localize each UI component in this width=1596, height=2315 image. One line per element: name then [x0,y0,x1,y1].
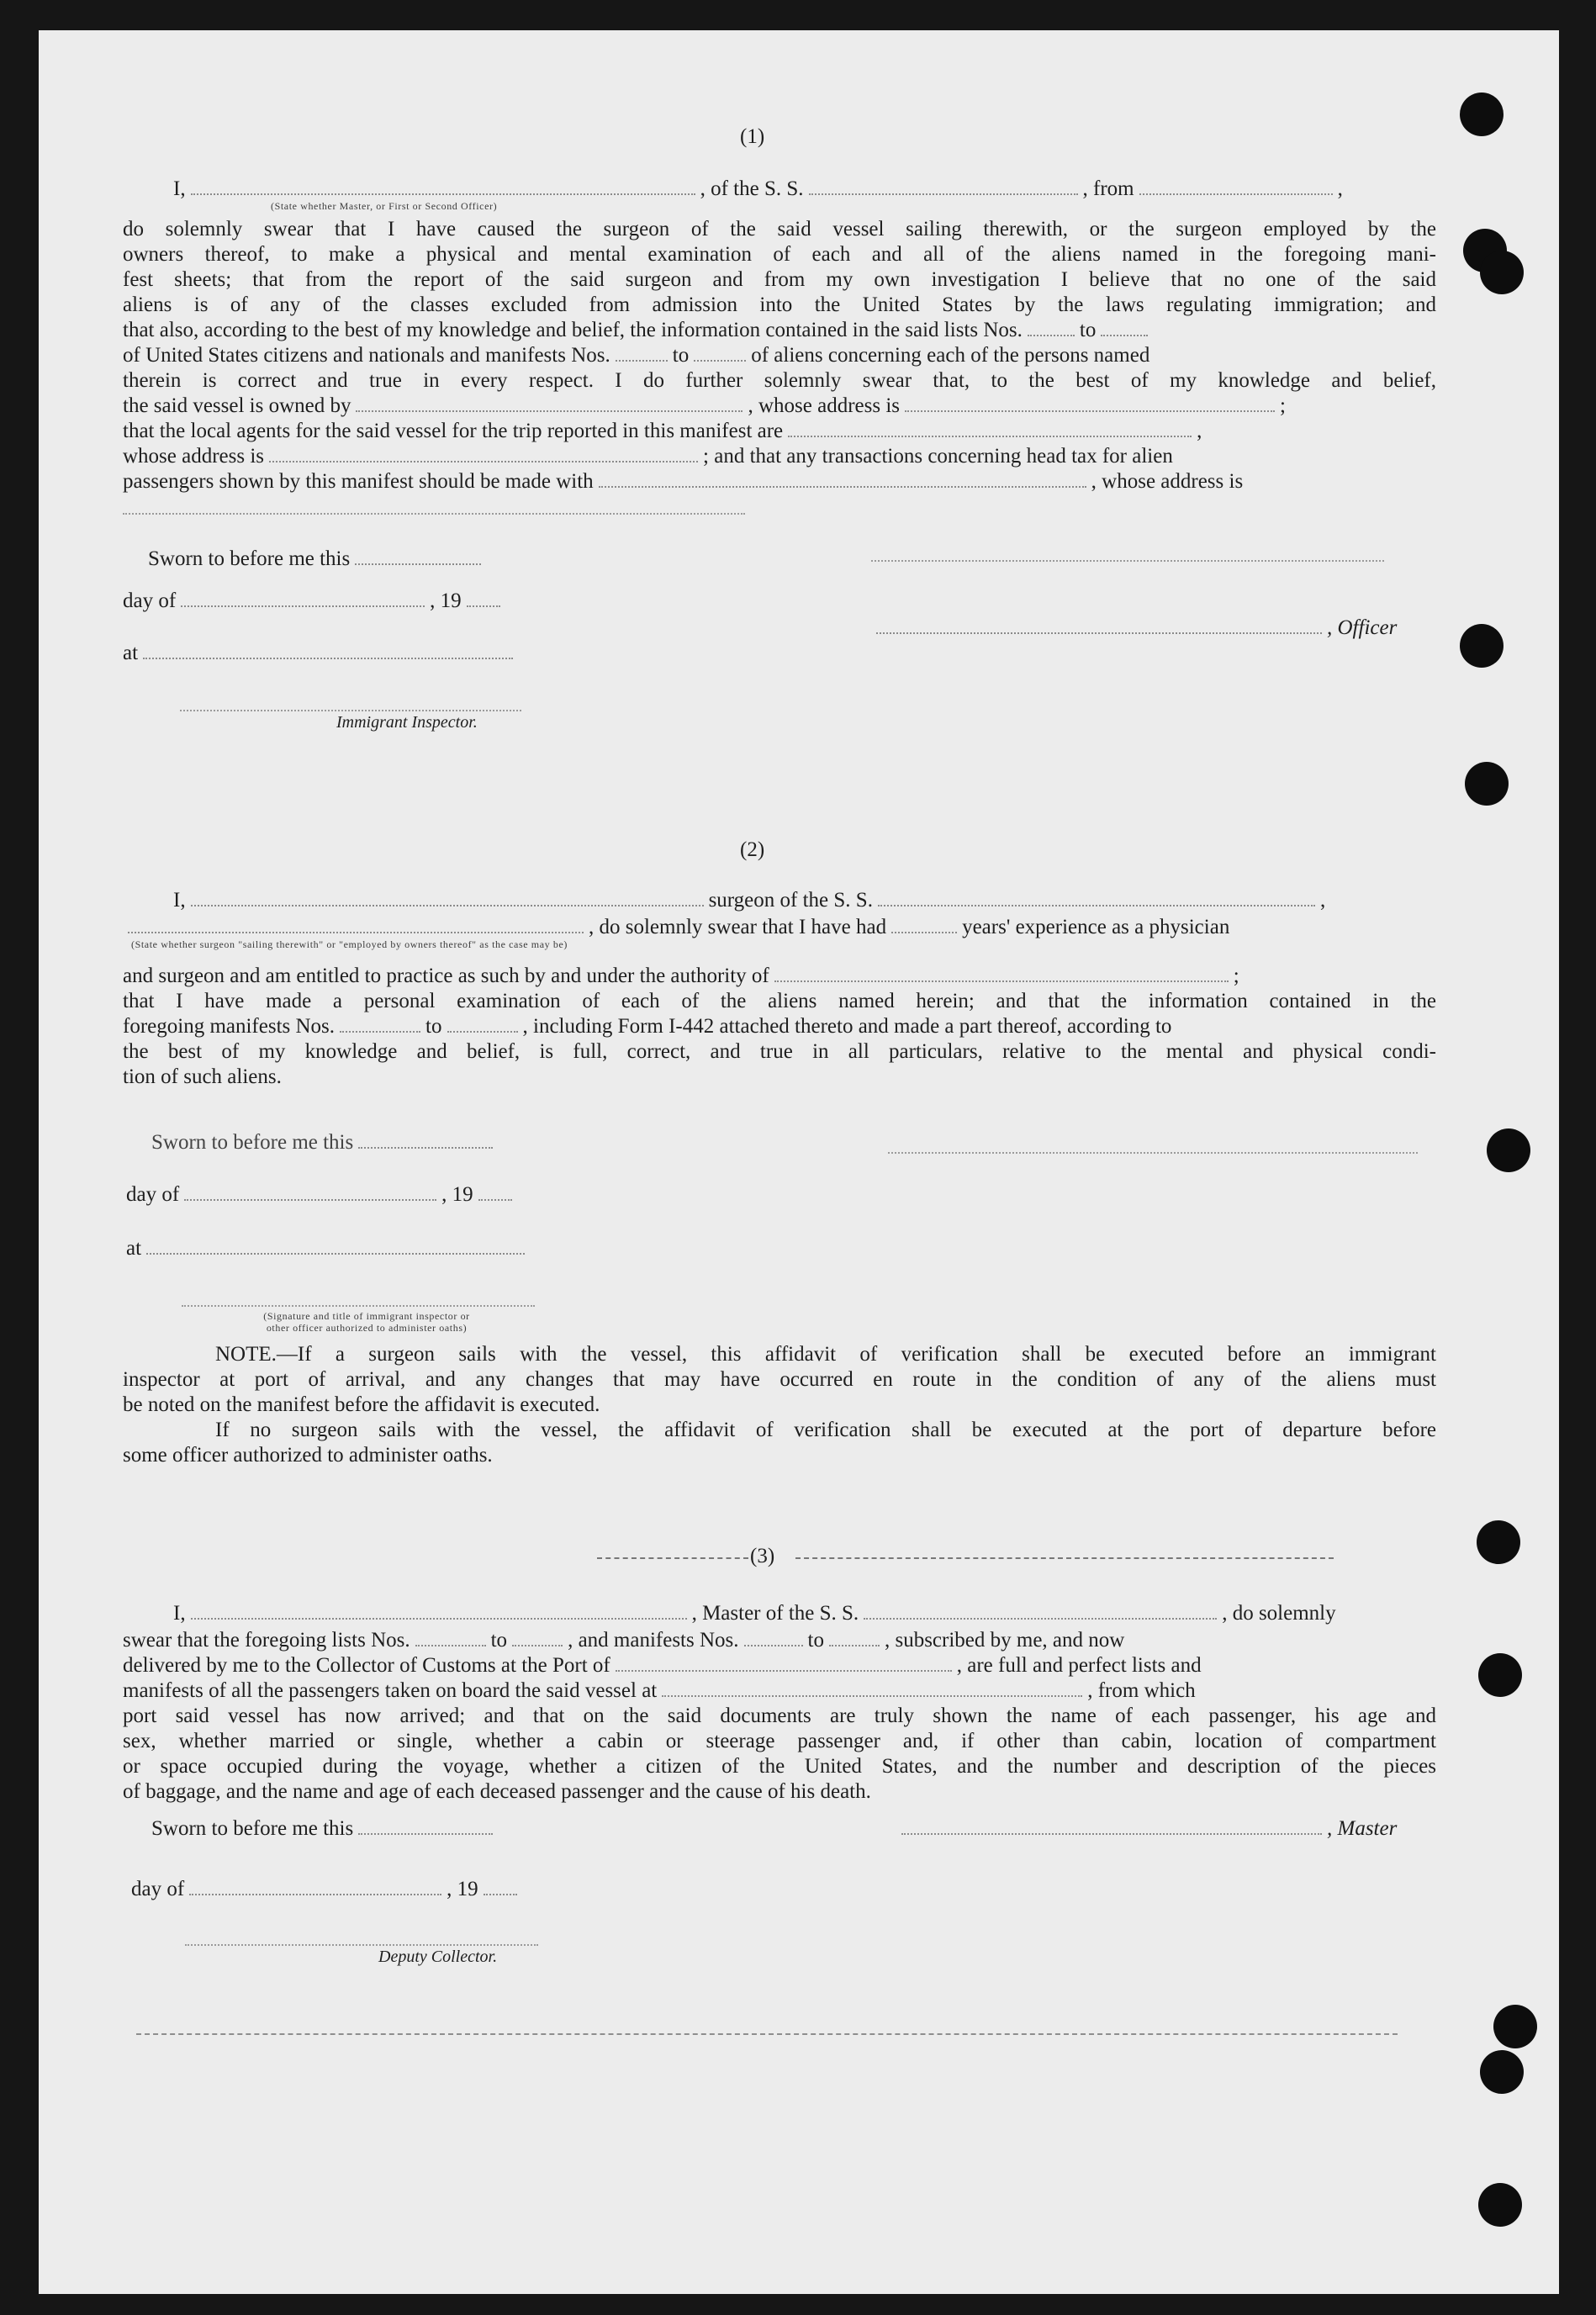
sworn-date-field-1[interactable] [355,563,481,565]
customs-port-field[interactable] [616,1669,952,1672]
section-1-body: do solemnly swear that I have caused the surgeon of the said vessel sailing therewith, or the surgeon employed by the owners thereof, to make a physical and mental examination of each and all of the aliens named in the foregoing mani- fest sheets; that from the report of the said surgeon and from my own investigation I believe that no one of the said aliens is of any of the classes excluded from admission into the United States by the laws regulating immigration; and that also, according to the best of my knowledge and belief, the information contained in the said lists Nos. to of United States citizens and nationals and manifests Nos. to of aliens concerning each of the persons named therein is correct and true in every respect. I do further solemnly swear that, to the best of my knowledge and belief, the said vessel is owned by , whose address is ; that the local agents for the said vessel for the trip reported in this manifest are , whose address is ; and that any transactions concerning head tax for alien passengers shown by this manifest should be made with , whose address is [123,218,1436,493]
i-label: I, [173,177,186,200]
declared-vessel-field[interactable] [864,1617,1217,1620]
year-field-3[interactable] [484,1893,517,1895]
vessel-name-field[interactable] [809,193,1078,195]
officer-signature-field[interactable] [876,632,1322,634]
at-field-1[interactable] [143,657,513,659]
sworn-date-field-2[interactable] [358,1146,493,1149]
verification-note: NOTE.—If a surgeon sails with the vessel, this affidavit of verification shall be executed before an immigrant inspector at port of arrival, and any changes that may have occurred en route in the condition of any of the aliens must be noted on the manifest before the affidavit is executed. If no surgeon sails with the vessel, the affidavit of verification shall be executed at the port of departure before some officer authorized to administer oaths. [123,1343,1436,1467]
years-experience-field[interactable] [891,931,957,933]
inspector-label: Immigrant Inspector. [336,713,478,732]
deputy-label: Deputy Collector. [378,1948,498,1966]
punch-hole [1493,2005,1537,2048]
day-of-field-1[interactable] [181,605,425,607]
day-of-line-2: day of , 19 [126,1182,517,1208]
surgeon-oath-line: I, surgeon of the S. S. , [173,889,1326,912]
bottom-rule [136,2033,1398,2035]
at-line-1: at [123,641,518,666]
master-note: (State whether Master, or First or Second Officer) [271,200,498,212]
surgeon-signature-line[interactable] [888,1152,1418,1154]
surgeon-vessel-field[interactable] [878,904,1315,906]
of-ss-label: , of the S. S. [700,177,804,200]
officer-signature-line[interactable] [182,1305,535,1307]
master-name-field[interactable] [191,193,695,195]
officer-line: , Officer [871,616,1397,641]
inspector-signature-line[interactable] [180,710,521,711]
local-agents-field[interactable] [788,435,1192,437]
citizen-lists-to-field[interactable] [1101,334,1148,336]
declared-master-signature-field[interactable] [901,1832,1322,1835]
alien-manifests-to-field[interactable] [694,359,746,362]
punch-hole [1478,2183,1522,2227]
punch-hole [1480,2050,1524,2094]
day-of-field-3[interactable] [189,1893,441,1895]
citizen-lists-from-field[interactable] [1028,334,1075,336]
punch-hole [1478,1653,1522,1697]
section-3-body: swear that the foregoing lists Nos. to , and manifests Nos. to , subscribed by me, and now delivered by me to the Collector of Customs at the Port of , are full and perfect lists and manifests of all the passengers taken on board the said vessel at , from which port said vessel has now arrived; and that on the said documents are truly shown the name of each passenger, his age and sex, whether married or single, whether a cabin or steerage passenger and, if other than cabin, location of compartment or space occupied during the voyage, whether a citizen of the United States, and the number and description of the pieces of baggage, and the name and age of each deceased passenger and the cause of his death. [123,1629,1436,1803]
sworn-line-1: Sworn to before me this [148,547,486,572]
day-of-line-1: day of , 19 [123,589,505,614]
punch-hole [1465,762,1509,806]
section-divider-left [597,1557,748,1559]
punch-hole [1460,624,1504,668]
punch-hole [1487,1128,1530,1172]
at-line-2: at [126,1236,530,1261]
year-field-1[interactable] [467,605,500,607]
deputy-signature-line[interactable] [185,1944,538,1946]
agents-address-field[interactable] [269,460,698,462]
surgeon-manifests-from-field[interactable] [340,1030,420,1033]
surgeon-name-field[interactable] [191,904,704,906]
sworn-line-3: Sworn to before me this [151,1816,498,1842]
section-2-number: (2) [740,838,765,861]
from-label: , from [1082,177,1134,200]
surgeon-status-field[interactable] [128,931,584,933]
owner-address-field[interactable] [905,410,1275,412]
day-of-line-3: day of , 19 [131,1877,522,1902]
day-of-field-2[interactable] [184,1198,436,1201]
alien-manifests-from-field[interactable] [616,359,668,362]
year-field-2[interactable] [478,1198,512,1201]
master-declaration-line: I, , Master of the S. S. , do solemnly [173,1602,1336,1625]
section-2-body: and surgeon and am entitled to practice as such by and under the authority of ; that I have made a personal examination of each of the aliens named herein; and that the information contained in the foregoing manifests Nos. to , including Form I-442 attached thereto and made a part thereof, according to the best of my knowledge and belief, is full, correct, and true in all particulars, relative to the mental and physical condi- tion of such aliens. [123,965,1436,1088]
master-signature-line-3: , Master [896,1816,1397,1842]
declared-manifests-to-field[interactable] [829,1644,880,1646]
owner-field[interactable] [356,410,743,412]
declared-lists-from-field[interactable] [415,1644,486,1646]
declaring-master-field[interactable] [191,1617,687,1620]
head-tax-contact-field[interactable] [599,485,1086,488]
departure-port-field[interactable] [1139,193,1333,195]
section-divider-right [795,1557,1334,1559]
surgeon-manifests-to-field[interactable] [447,1030,518,1033]
punch-hole [1480,251,1524,294]
master-oath-line: I, , of the S. S. , from , [173,177,1343,200]
sworn-date-field-3[interactable] [358,1832,493,1835]
document-page [39,30,1559,2294]
boarding-port-field[interactable] [662,1694,1082,1697]
authority-field[interactable] [774,980,1229,982]
at-field-2[interactable] [146,1252,525,1255]
section-3-number: (3) [750,1545,775,1567]
punch-hole [1460,92,1504,136]
surgeon-note: (State whether surgeon "sailing therewith" or "employed by owners thereof" as the case may be) [131,938,568,950]
sworn-line-2: Sworn to before me this [151,1130,498,1155]
surgeon-experience-line: , do solemnly swear that I have had years' experience as a physician [123,915,1229,940]
signature-note: (Signature and title of immigrant inspector or other officer authorized to administer oaths) [263,1310,470,1334]
punch-hole [1477,1520,1520,1564]
master-signature-line[interactable] [871,560,1384,562]
declared-lists-to-field[interactable] [512,1644,563,1646]
declared-manifests-from-field[interactable] [744,1644,803,1646]
head-tax-address-line[interactable] [123,513,745,515]
section-1-number: (1) [740,125,765,148]
